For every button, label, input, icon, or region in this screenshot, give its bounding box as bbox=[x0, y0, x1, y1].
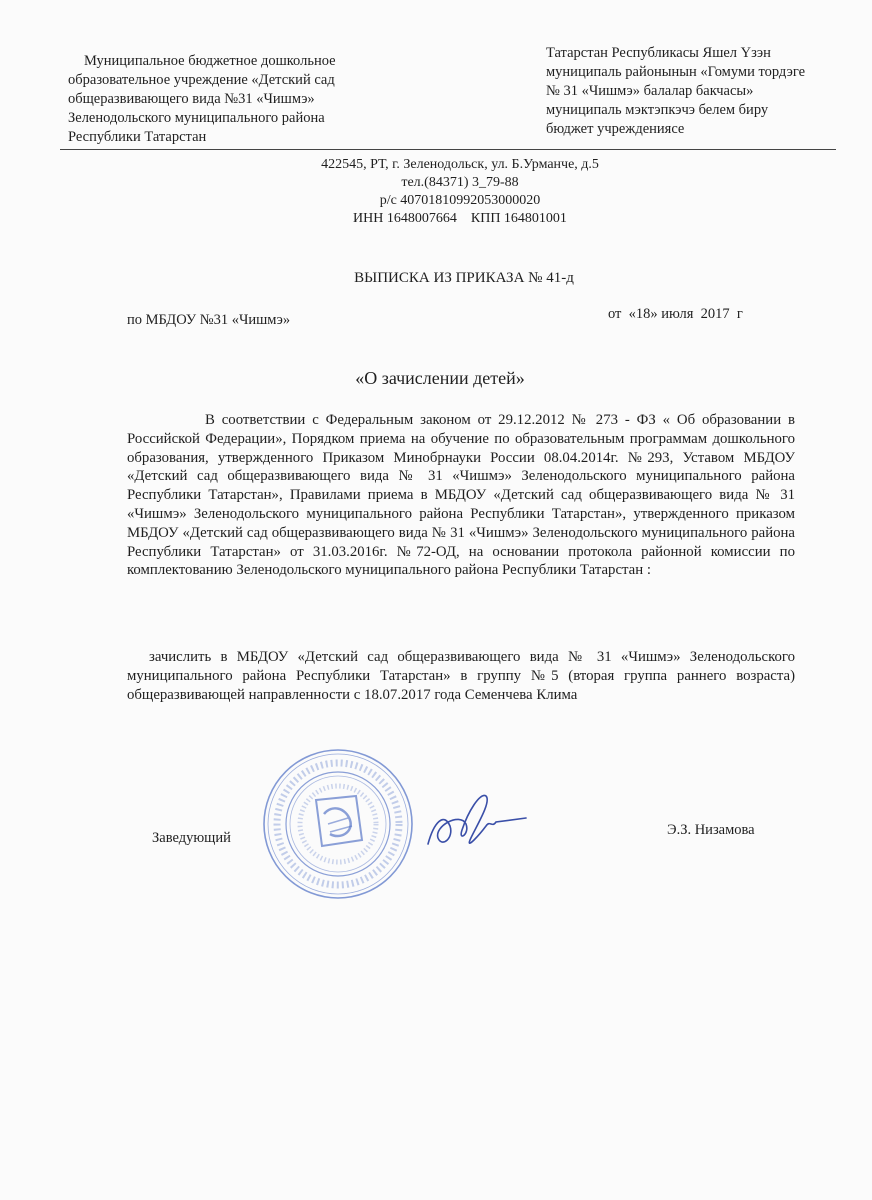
tax-id-line: ИНН 1648007664 КПП 164801001 bbox=[353, 211, 567, 226]
handwritten-signature bbox=[420, 782, 530, 862]
signatory-name: Э.З. Низамова bbox=[667, 822, 755, 838]
document-subject: «О зачислении детей» bbox=[355, 368, 525, 388]
header-left-line: Муниципальное бюджетное дошкольное bbox=[84, 53, 336, 69]
header-right-line: муниципаль районынын «Гомуми тордэге bbox=[546, 64, 806, 80]
header-right-block bbox=[546, 44, 846, 139]
header-divider bbox=[60, 149, 836, 150]
address-block bbox=[250, 156, 670, 228]
header-left-line: общеразвивающего вида №31 «Чишмэ» bbox=[68, 91, 315, 107]
header-right-line: бюджет учреждениясе bbox=[546, 121, 685, 137]
signatory-role: Заведующий bbox=[152, 830, 231, 846]
bank-account-line: р/с 40701810992053000020 bbox=[379, 193, 541, 208]
official-stamp bbox=[258, 744, 418, 904]
order-paragraph: зачислить в МБДОУ «Детский сад общеразвивающего вида № 31 «Чишмэ» Зеленодольского муниципального района Республики Татарстан» в группу №5 (вторая группа раннего возраста) общеразвивающей направленности с 18.07.2017 года Семенчева Клима bbox=[127, 649, 795, 703]
header-right-line: Татарстан Республикасы Яшел Үзэн bbox=[546, 45, 771, 61]
header-right-line: муниципаль мэктэпкэчэ белем биру bbox=[546, 102, 769, 118]
header-left-line: Республики Татарстан bbox=[68, 129, 207, 145]
document-date: от «18» июля 2017 г bbox=[608, 306, 743, 322]
phone-line: тел.(84371) 3_79-88 bbox=[401, 175, 519, 190]
header-left-block bbox=[68, 52, 398, 147]
header-right-line: № 31 «Чишмэ» балалар бакчасы» bbox=[546, 83, 754, 99]
document-title: ВЫПИСКА ИЗ ПРИКАЗА № 41-д bbox=[354, 270, 574, 286]
address-line: 422545, РТ, г. Зеленодольск, ул. Б.Урманче, д.5 bbox=[321, 157, 599, 172]
header-left-line: Зеленодольского муниципального района bbox=[68, 110, 325, 126]
header-left-line: образовательное учреждение «Детский сад bbox=[68, 72, 335, 88]
organization-line: по МБДОУ №31 «Чишмэ» bbox=[127, 312, 291, 328]
preamble-paragraph: В соответствии с Федеральным законом от 29.12.2012 № 273 - ФЗ « Об образовании в Российской Федерации», Порядком приема на обучение по образовательным программам дошкольного образования, утвержденного Приказом Минобрнауки России 08.04.2014г. №293, Уставом МБДОУ «Детский сад общеразвивающего вида № 31 «Чишмэ» Зеленодольского муниципального района Республики Татарстан», Правилами приема в МБДОУ «Детский сад общеразвивающего вида № 31 «Чишмэ» Зеленодольского муниципального района Республики Татарстан», утвержденного приказом МБДОУ «Детский сад общеразвивающего вида № 31 «Чишмэ» Зеленодольского муниципального района Республики Татарстан» от 31.03.2016г. №72-ОД, на основании протокола районной комиссии по комплектованию Зеленодольского муниципального района Республики Татарстан : bbox=[127, 412, 795, 579]
